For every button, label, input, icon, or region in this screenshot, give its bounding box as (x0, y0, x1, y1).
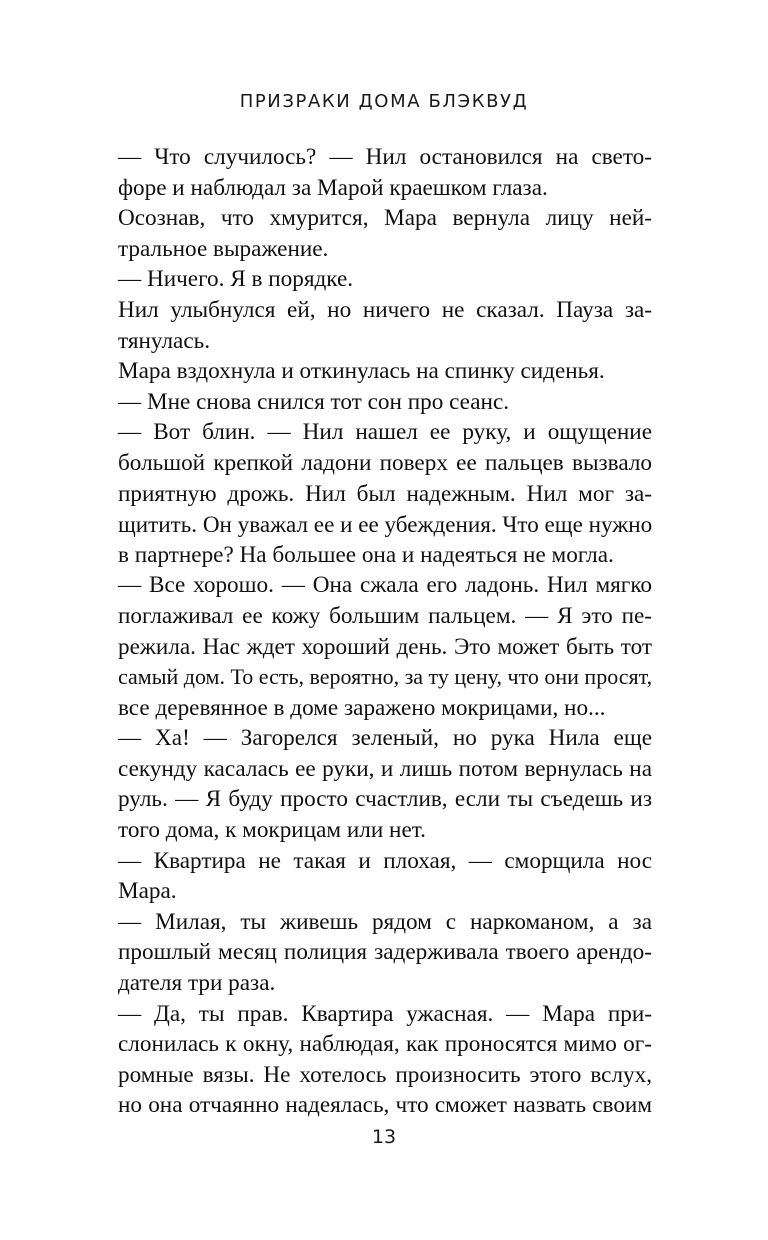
text-line: дателя три раза. (118, 970, 276, 997)
text-line: все деревянное в доме заражено мокрицами, но... (118, 694, 606, 721)
text-line: поглаживал ее кожу большим пальцем. — Я это пе- (118, 602, 652, 629)
text-line: — Что случилось? — Нил остановился на свето- (118, 144, 652, 170)
text-line: форе и наблюдал за Марой краешком глаза. (118, 174, 548, 201)
text-line: прошлый месяц полиция задерживала твоего арендо- (118, 939, 652, 966)
text-line: — Мне снова снился тот сон про сеанс. (118, 388, 510, 415)
text-line: самый дом. То есть, вероятно, за ту цену, что они просят, (118, 664, 653, 690)
text-line: тянулась. (118, 327, 211, 354)
text-line: тральное выражение. (118, 235, 329, 262)
body-text (118, 142, 652, 1121)
text-line: щитить. Он уважал ее и ее убеждения. Что еще нужно (118, 511, 653, 538)
text-line: — Милая, ты живешь рядом с наркоманом, а за (118, 908, 652, 935)
text-line: Мара вздохнула и откинулась на спинку сиденья. (118, 358, 605, 385)
text-line: в партнере? На большее она и надеяться не могла. (118, 541, 614, 568)
text-line: секунду касалась ее руки, и лишь потом вернулась на (118, 755, 652, 782)
text-line: — Все хорошо. — Она сжала его ладонь. Нил мягко (118, 572, 652, 599)
text-line: — Квартира не такая и плохая, — сморщила нос (118, 847, 652, 874)
text-line: руль. — Я буду просто счастлив, если ты съедешь из (118, 786, 652, 813)
text-line: слонилась к окну, наблюдая, как проносятся мимо ог- (118, 1031, 652, 1058)
text-line: — Ничего. Я в порядке. (118, 266, 354, 293)
text-line: Осознав, что хмурится, Мара вернула лицу ней- (118, 205, 652, 232)
running-head: ПРИЗРАКИ ДОМА БЛЭКВУД (239, 91, 529, 112)
text-line: Нил улыбнулся ей, но ничего не сказал. Пауза за- (118, 296, 652, 323)
text-line: режила. Нас ждет хороший день. Это может быть тот (118, 633, 652, 660)
text-line: того дома, к мокрицам или нет. (118, 817, 426, 844)
text-line: Мара. (118, 878, 177, 905)
text-line: ромные вязы. Не хотелось произносить этого вслух, (118, 1061, 652, 1088)
text-line: но она отчаянно надеялась, что сможет назвать своим (118, 1092, 652, 1119)
text-line: — Вот блин. — Нил нашел ее руку, и ощущение (118, 419, 652, 446)
text-line: — Ха! — Загорелся зеленый, но рука Нила еще (118, 725, 652, 752)
text-line: большой крепкой ладони поверх ее пальцев вызвало (118, 449, 652, 476)
text-line: — Да, ты прав. Квартира ужасная. — Мара при- (118, 1000, 652, 1027)
page-number: 13 (371, 1126, 397, 1148)
text-line: приятную дрожь. Нил был надежным. Нил мог за- (118, 480, 652, 507)
